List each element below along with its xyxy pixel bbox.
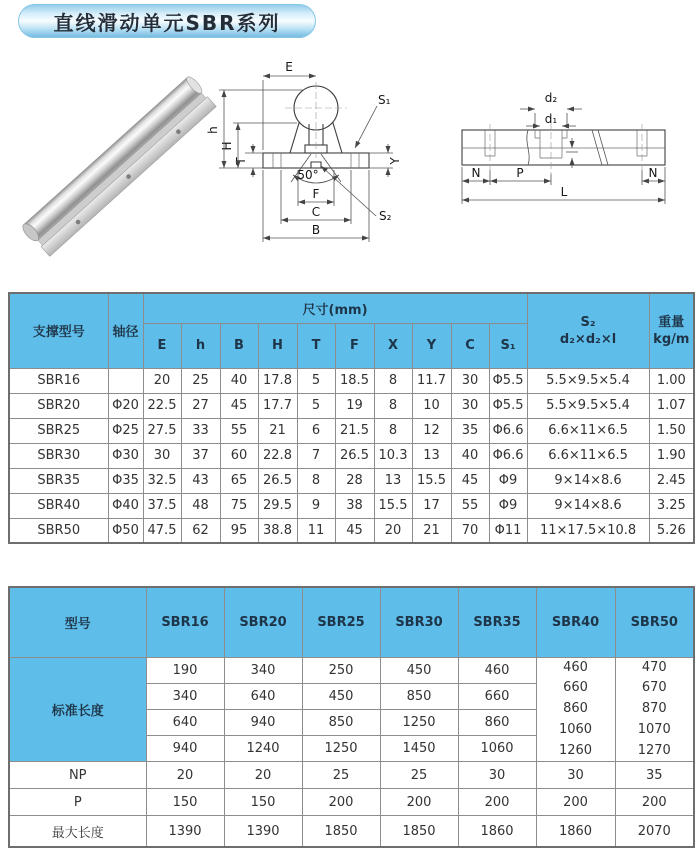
- cell: 22.8: [258, 443, 297, 468]
- col-header-X: X: [374, 323, 412, 368]
- cell: 5: [297, 368, 335, 393]
- cell: 17: [412, 493, 451, 518]
- cell-s2: 5.5×9.5×5.4: [527, 393, 649, 418]
- dim-label-S1: S₁: [378, 93, 391, 107]
- cell: 1250: [302, 736, 380, 762]
- cell: 8: [374, 393, 412, 418]
- col-header-sbr25: SBR25: [302, 587, 380, 657]
- cell-shaft: Φ20: [108, 393, 143, 418]
- dim-label-d1: d₁: [544, 112, 558, 126]
- page-title: 直线滑动单元SBR系列: [18, 4, 316, 38]
- cell: 870: [641, 701, 667, 717]
- cell-s2: 11×17.5×10.8: [527, 518, 649, 543]
- cell: Φ9: [489, 493, 527, 518]
- dim-label-E: E: [285, 60, 293, 74]
- cell: 18.5: [335, 368, 374, 393]
- cell-shaft: Φ40: [108, 493, 143, 518]
- cell-model: SBR40: [9, 493, 108, 518]
- cell: 200: [458, 789, 536, 816]
- cell: 21: [412, 518, 451, 543]
- cell-model: SBR35: [9, 468, 108, 493]
- col-header-sbr30: SBR30: [380, 587, 458, 657]
- table-row: [9, 657, 694, 683]
- cell: 660: [563, 680, 588, 696]
- cell: Φ6.6: [489, 418, 527, 443]
- cell: 37.5: [143, 493, 181, 518]
- dim-label-d2: d₂: [544, 91, 558, 105]
- cell: 26.5: [335, 443, 374, 468]
- cell-shaft: [108, 368, 143, 393]
- col-header-E: E: [143, 323, 181, 368]
- cell: 40: [451, 443, 489, 468]
- cell: 48: [181, 493, 220, 518]
- cell: Φ5.5: [489, 368, 527, 393]
- col-header-shaft-diameter: 轴径: [108, 293, 143, 368]
- cell-shaft: Φ25: [108, 418, 143, 443]
- cell: 1060: [458, 736, 536, 762]
- cell-shaft: Φ30: [108, 443, 143, 468]
- cell-weight: 1.90: [649, 443, 694, 468]
- col-header-weight: [649, 293, 694, 368]
- side-view-diagram: [452, 78, 697, 223]
- cell: 1860: [536, 816, 615, 847]
- cell: 30: [458, 762, 536, 789]
- table-row: [9, 368, 694, 393]
- cell-weight: 1.00: [649, 368, 694, 393]
- side-view-part: [462, 122, 665, 174]
- table-row: [9, 816, 694, 847]
- cell-s2: 9×14×8.6: [527, 468, 649, 493]
- cell-weight: 2.45: [649, 468, 694, 493]
- cell: 5: [297, 393, 335, 418]
- cell: 190: [146, 657, 224, 683]
- cell: 660: [458, 683, 536, 709]
- cell: 60: [220, 443, 258, 468]
- cell: 45: [335, 518, 374, 543]
- cell: 29.5: [258, 493, 297, 518]
- cell: Φ5.5: [489, 393, 527, 418]
- cell-s2: 9×14×8.6: [527, 493, 649, 518]
- cell: 21: [258, 418, 297, 443]
- dim-label-H: H: [220, 141, 234, 151]
- cell: 2070: [615, 816, 694, 847]
- cell: 35: [451, 418, 489, 443]
- cell: 7: [297, 443, 335, 468]
- cell: 30: [536, 762, 615, 789]
- cell: 150: [146, 789, 224, 816]
- cell: 35: [615, 762, 694, 789]
- cell: 47.5: [143, 518, 181, 543]
- cell: 15.5: [374, 493, 412, 518]
- cell: 850: [302, 709, 380, 735]
- cell: 43: [181, 468, 220, 493]
- cell: 1850: [302, 816, 380, 847]
- cell: 38: [335, 493, 374, 518]
- dim-label-L: L: [560, 185, 568, 199]
- cell-s2: 6.6×11×6.5: [527, 418, 649, 443]
- cell: 20: [146, 762, 224, 789]
- col-header-C: C: [451, 323, 489, 368]
- cell: 940: [146, 736, 224, 762]
- cell: 17.7: [258, 393, 297, 418]
- table-row: [9, 393, 694, 418]
- cell: 460: [563, 659, 588, 675]
- cell: 10.3: [374, 443, 412, 468]
- cell: 65: [220, 468, 258, 493]
- cell-s2: 6.6×11×6.5: [527, 443, 649, 468]
- rail-3d: [20, 75, 218, 257]
- cell: 200: [536, 789, 615, 816]
- cell: 10: [412, 393, 451, 418]
- cell: 860: [563, 701, 588, 717]
- cell: 13: [374, 468, 412, 493]
- cell-model: SBR25: [9, 418, 108, 443]
- lengths-table: [8, 586, 695, 848]
- cell: 33: [181, 418, 220, 443]
- cell: 27.5: [143, 418, 181, 443]
- cell-s2: 5.5×9.5×5.4: [527, 368, 649, 393]
- cell-shaft: Φ35: [108, 468, 143, 493]
- cell: 55: [451, 493, 489, 518]
- cell: 38.8: [258, 518, 297, 543]
- cell-model: SBR50: [9, 518, 108, 543]
- s2-line1: S₂: [580, 314, 596, 330]
- cell-model: SBR20: [9, 393, 108, 418]
- cell: 20: [374, 518, 412, 543]
- dim-label-N-right: N: [648, 166, 658, 180]
- dim-label-P: P: [516, 166, 524, 180]
- cell: 340: [146, 683, 224, 709]
- cell: 1260: [558, 742, 593, 758]
- table-row: [9, 493, 694, 518]
- cell-shaft: Φ50: [108, 518, 143, 543]
- s2-line2: d₂×d₂×l: [559, 331, 617, 347]
- row-header-np: NP: [9, 762, 146, 789]
- col-header-T: T: [297, 323, 335, 368]
- cell: Φ9: [489, 468, 527, 493]
- table-row: [9, 443, 694, 468]
- dim-label-N-left: N: [471, 166, 481, 180]
- cell: 26.5: [258, 468, 297, 493]
- col-header-support-model: 支撑型号: [9, 293, 108, 368]
- cell: 45: [220, 393, 258, 418]
- cell: 1060: [558, 721, 593, 737]
- cell: 450: [380, 657, 458, 683]
- cell: 13: [412, 443, 451, 468]
- cross-section-part: [263, 82, 369, 168]
- cell-weight: 5.26: [649, 518, 694, 543]
- cell: 15.5: [412, 468, 451, 493]
- cell: Φ6.6: [489, 443, 527, 468]
- cell: 12: [412, 418, 451, 443]
- col-header-S1: S₁: [489, 323, 527, 368]
- cell: 70: [451, 518, 489, 543]
- cell-sbr50-lengths: [615, 657, 694, 762]
- cell: 6: [297, 418, 335, 443]
- cell: 45: [451, 468, 489, 493]
- cell: 460: [458, 657, 536, 683]
- cell: 20: [224, 762, 302, 789]
- cell: 450: [302, 683, 380, 709]
- cell: 670: [641, 680, 667, 696]
- weight-line1: 重量: [658, 314, 685, 330]
- cell: 150: [224, 789, 302, 816]
- cell: 28: [335, 468, 374, 493]
- col-header-F: F: [335, 323, 374, 368]
- table-row: [9, 468, 694, 493]
- col-header-h: h: [181, 323, 220, 368]
- cell: 1270: [637, 742, 671, 758]
- col-header-B: B: [220, 323, 258, 368]
- cell: 55: [220, 418, 258, 443]
- cell: 9: [297, 493, 335, 518]
- cell: 19: [335, 393, 374, 418]
- cell: 75: [220, 493, 258, 518]
- cell: Φ11: [489, 518, 527, 543]
- cell-weight: 1.07: [649, 393, 694, 418]
- cell: 62: [181, 518, 220, 543]
- row-header-max-length: 最大长度: [9, 816, 146, 847]
- cell: 470: [641, 659, 667, 675]
- cell: 25: [302, 762, 380, 789]
- cell: 37: [181, 443, 220, 468]
- col-header-sbr20: SBR20: [224, 587, 302, 657]
- cell-weight: 1.50: [649, 418, 694, 443]
- col-header-sbr35: SBR35: [458, 587, 536, 657]
- cell: 25: [380, 762, 458, 789]
- cell: 1390: [224, 816, 302, 847]
- col-header-sbr50: SBR50: [615, 587, 694, 657]
- col-header-Y: Y: [412, 323, 451, 368]
- cell: 940: [224, 709, 302, 735]
- cell: 340: [224, 657, 302, 683]
- cross-section-diagram: [193, 58, 443, 258]
- dim-label-Y: Y: [388, 157, 402, 165]
- dimensions-table: [8, 292, 695, 544]
- cell: 8: [374, 418, 412, 443]
- cell: 1250: [380, 709, 458, 735]
- cell: 30: [143, 443, 181, 468]
- table-row: [9, 789, 694, 816]
- dim-label-C: C: [311, 205, 321, 219]
- cell: 11: [297, 518, 335, 543]
- dim-label-S2: S₂: [379, 209, 392, 223]
- cell: 8: [374, 368, 412, 393]
- cell: 30: [451, 393, 489, 418]
- col-header-sbr16: SBR16: [146, 587, 224, 657]
- cell: 17.8: [258, 368, 297, 393]
- cell: 1450: [380, 736, 458, 762]
- row-header-p: P: [9, 789, 146, 816]
- cell: 95: [220, 518, 258, 543]
- cell: 30: [451, 368, 489, 393]
- dim-label-h: h: [206, 126, 220, 134]
- cell: 20: [143, 368, 181, 393]
- cell: 1240: [224, 736, 302, 762]
- cell: 21.5: [335, 418, 374, 443]
- cell: 25: [181, 368, 220, 393]
- cell: 32.5: [143, 468, 181, 493]
- col-header-sbr40: SBR40: [536, 587, 615, 657]
- cell: 640: [224, 683, 302, 709]
- dim-label-B: B: [311, 223, 321, 237]
- dim-label-T: T: [234, 157, 248, 165]
- cell: 200: [615, 789, 694, 816]
- weight-line2: kg/m: [653, 331, 690, 347]
- table-row: [9, 518, 694, 543]
- cell: 860: [458, 709, 536, 735]
- row-header-standard-length: 标准长度: [9, 657, 146, 762]
- cell: 200: [302, 789, 380, 816]
- cell: 1070: [637, 721, 671, 737]
- cell-model: SBR30: [9, 443, 108, 468]
- cell: 8: [297, 468, 335, 493]
- col-header-dimensions-group: 尺寸(mm): [143, 293, 527, 323]
- cell-model: SBR16: [9, 368, 108, 393]
- col-header-model: 型号: [9, 587, 146, 657]
- cell: 640: [146, 709, 224, 735]
- cell: 1390: [146, 816, 224, 847]
- cell-weight: 3.25: [649, 493, 694, 518]
- col-header-H: H: [258, 323, 297, 368]
- cell: 1860: [458, 816, 536, 847]
- table-row: [9, 418, 694, 443]
- dim-label-F: F: [312, 187, 320, 201]
- cell: 850: [380, 683, 458, 709]
- cell: 250: [302, 657, 380, 683]
- cell: 22.5: [143, 393, 181, 418]
- cell: 27: [181, 393, 220, 418]
- cell: 11.7: [412, 368, 451, 393]
- table-row: [9, 762, 694, 789]
- col-header-s2: [527, 293, 649, 368]
- cell: 200: [380, 789, 458, 816]
- cell-sbr40-lengths: [536, 657, 615, 762]
- cell: 40: [220, 368, 258, 393]
- dim-label-angle: 50°: [297, 168, 319, 182]
- cell: 1850: [380, 816, 458, 847]
